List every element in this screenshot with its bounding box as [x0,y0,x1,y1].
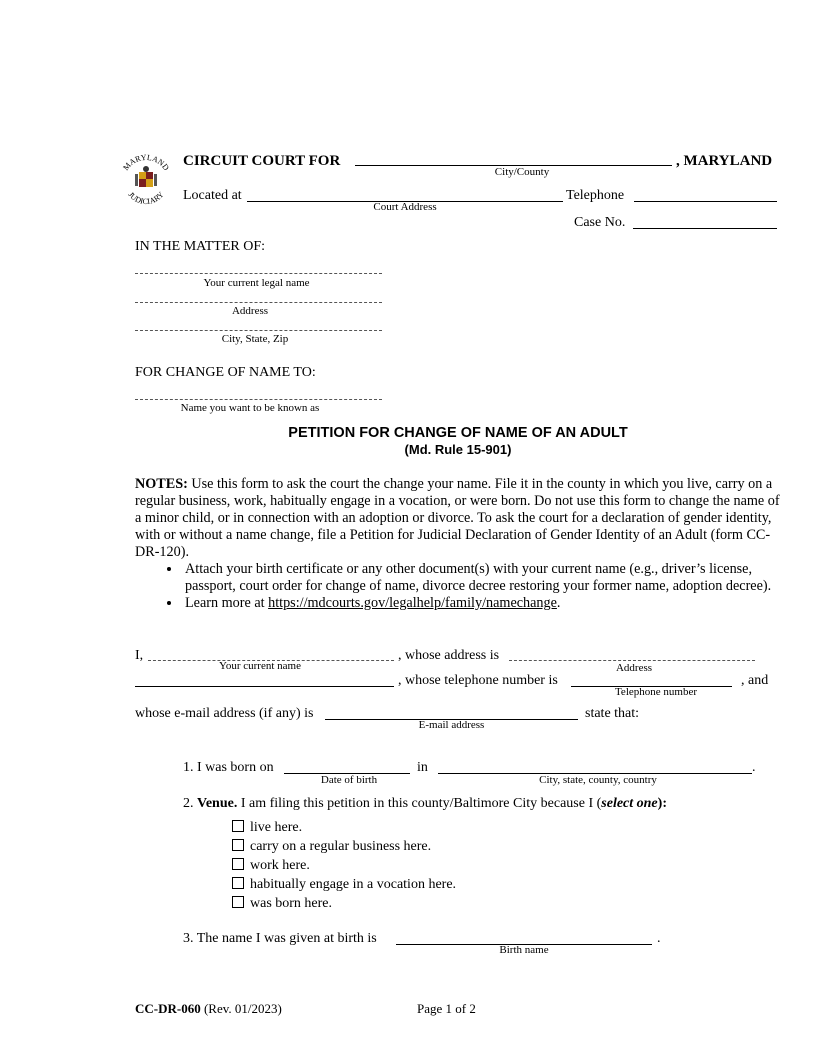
venue-option-work[interactable]: work here. [232,858,310,874]
notes-text: Use this form to ask the court the change your name. File it in the county in which you live, carry on a regular business, work, habitually engage in a vocation, or were born. Do not use this form to change the name of a minor child, or in connection with an adoption or divorce. To ask the court for a declaration of gender identity, with or without a name change, file a Petition for Judicial Declaration of Gender Identity of an Adult (form CC-DR-120). [135,476,780,560]
current-legal-name-caption: Your current legal name [203,277,310,289]
form-title: PETITION FOR CHANGE OF NAME OF AN ADULT [288,425,628,441]
birth-place-caption: City, state, county, country [539,774,657,786]
court-address-caption: Court Address [373,201,437,213]
in-the-matter-of-label: IN THE MATTER OF: [135,239,266,254]
address-field[interactable] [135,302,382,303]
checkbox-icon[interactable] [232,896,244,908]
case-no-label: Case No. [574,215,626,230]
item1-period: . [752,760,756,775]
venue-option-business[interactable]: carry on a regular business here. [232,839,431,855]
city-state-zip-caption: City, State, Zip [221,333,289,345]
case-no-field[interactable] [633,228,777,229]
item1-in-label: in [417,760,428,775]
telephone-caption: Telephone number [614,686,697,698]
item3-birth-name-label: 3. The name I was given at birth is [183,931,377,946]
and-label: , and [741,673,769,688]
notes-bullet-1: • Attach your birth certificate or any other document(s) with your current name (e.g., driver’s license, passport, court order for change of name, divorce decree restoring your former name, adoption decree). [182,561,783,595]
form-rule: (Md. Rule 15-901) [404,442,512,457]
namechange-link[interactable]: https://mdcourts.gov/legalhelp/family/namechange [268,595,557,611]
checkbox-icon[interactable] [232,839,244,851]
email-caption: E-mail address [418,719,485,731]
notes-bullet-2: • Learn more at https://mdcourts.gov/legalhelp/family/namechange. [182,595,783,612]
statement-address-caption: Address [615,662,653,674]
form-id: CC-DR-060 (Rev. 01/2023) [135,1001,282,1016]
your-current-name-caption: Your current name [219,660,301,672]
svg-text:JUDICIARY: JUDICIARY [126,190,166,207]
circuit-court-label: CIRCUIT COURT FOR [183,153,341,169]
svg-text:MARYLAND: MARYLAND [121,152,171,173]
item2-venue: 2. Venue. I am filing this petition in this county/Baltimore City because I (select one): [183,796,667,811]
whose-email-label: whose e-mail address (if any) is [135,706,314,721]
new-name-field[interactable] [135,399,382,400]
notes-label: NOTES: [135,476,188,492]
date-of-birth-caption: Date of birth [320,774,378,786]
city-state-zip-field[interactable] [135,330,382,331]
whose-address-label: , whose address is [398,648,500,663]
item3-period: . [657,931,661,946]
venue-option-live[interactable]: live here. [232,820,302,836]
birth-name-caption: Birth name [499,944,549,956]
checkbox-icon[interactable] [232,820,244,832]
address-caption: Address [231,305,269,317]
maryland-label: , MARYLAND [676,153,773,169]
city-county-caption: City/County [494,166,550,178]
i-label: I, [135,648,144,663]
notes-list [135,561,783,612]
item1-born-on-label: 1. I was born on [183,760,274,775]
new-name-caption: Name you want to be known as [180,402,320,414]
current-legal-name-field[interactable] [135,273,382,274]
state-that-label: state that: [585,706,640,721]
notes-section [135,476,783,612]
maryland-judiciary-seal [116,148,176,208]
telephone-label: Telephone [566,188,625,203]
venue-option-vocation[interactable]: habitually engage in a vocation here. [232,877,456,893]
page-number: Page 1 of 2 [417,1001,476,1016]
statement-address-line2-field[interactable] [135,686,394,687]
statement-address-field[interactable] [509,660,755,661]
venue-option-born[interactable]: was born here. [232,896,332,912]
court-telephone-field[interactable] [634,201,777,202]
located-at-label: Located at [183,188,242,203]
for-change-of-name-label: FOR CHANGE OF NAME TO: [135,365,316,380]
checkbox-icon[interactable] [232,877,244,889]
whose-telephone-label: , whose telephone number is [398,673,558,688]
checkbox-icon[interactable] [232,858,244,870]
